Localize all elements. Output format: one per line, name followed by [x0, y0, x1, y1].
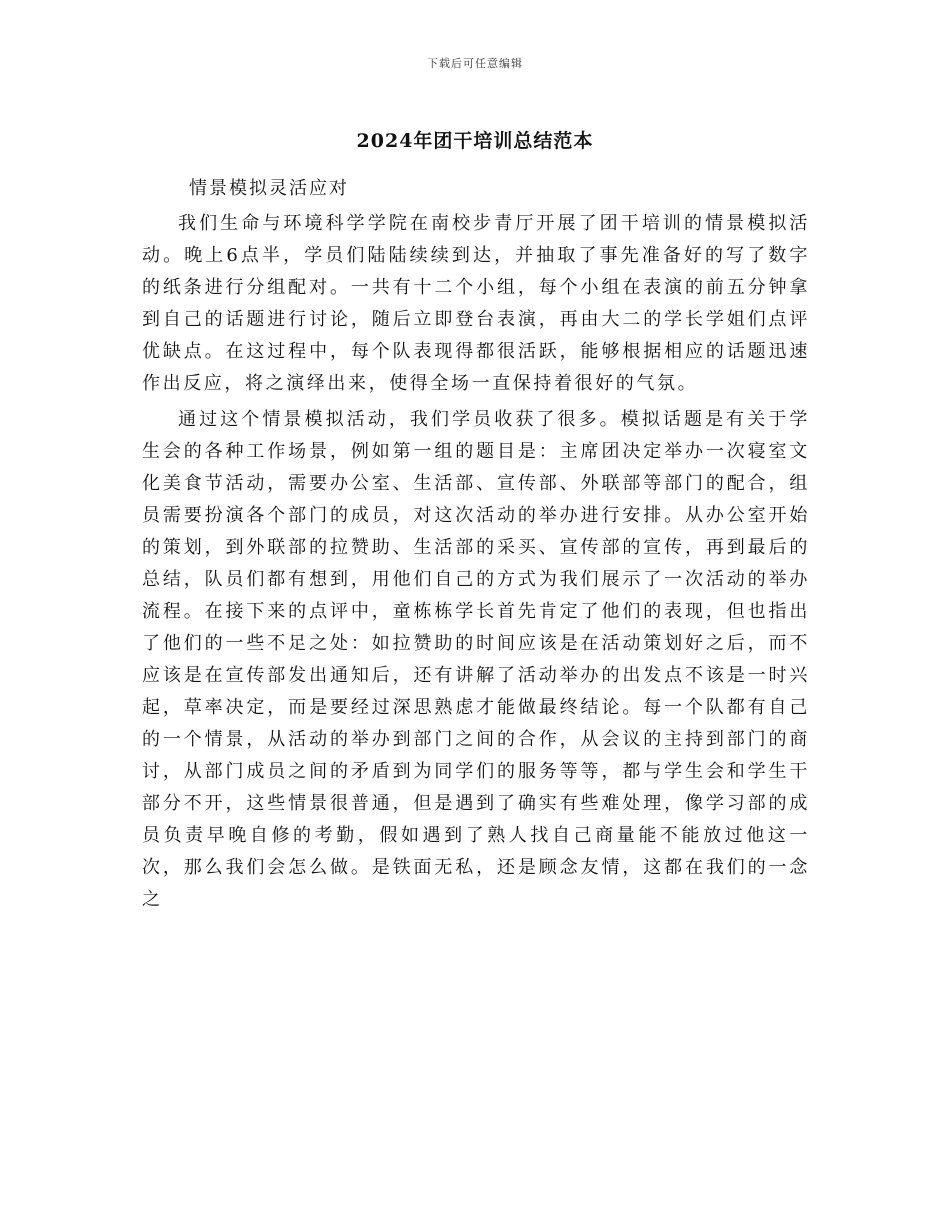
body-paragraph: 我们生命与环境科学学院在南校步青厅开展了团干培训的情景模拟活动。晚上6点半，学员们陆陆续续到达，并抽取了事先准备好的写了数字的纸条进行分组配对。一共有十二个小组，每个小组在表演的前五分钟拿到自己的话题进行讨论，随后立即登台表演，再由大二的学长学姐们点评优缺点。在这过程中，每个队表现得都很活跃，能够根据相应的话题迅速作出反应，将之演绎出来，使得全场一直保持着很好的气氛。 [142, 213, 810, 394]
header-note: 下载后可任意编辑 [427, 57, 523, 70]
document-title: 2024年团干培训总结范本 [356, 130, 594, 152]
body-paragraph: 通过这个情景模拟活动，我们学员收获了很多。模拟话题是有关于学生会的各种工作场景，例如第一组的题目是：主席团决定举办一次寝室文化美食节活动，需要办公室、生活部、宣传部、外联部等部门的配合，组员需要扮演各个部门的成员，对这次活动的举办进行安排。从办公室开始的策划，到外联部的拉赞助、生活部的采买、宣传部的宣传，再到最后的总结，队员们都有想到，用他们自己的方式为我们展示了一次活动的举办流程。在接下来的点评中，童栋栋学长首先肯定了他们的表现，但也指出了他们的一些不足之处：如拉赞助的时间应该是在活动策划好之后，而不应该是在宣传部发出通知后，还有讲解了活动举办的出发点不该是一时兴起，草率决定，而是要经过深思熟虑才能做最终结论。每一个队都有自己的一个情景，从活动的举办到部门之间的合作，从会议的主持到部门的商讨，从部门成员之间的矛盾到为同学们的服务等等，都与学生会和学生干部分不开，这些情景很普通，但是遇到了确实有些难处理，像学习部的成员负责早晚自修的考勤，假如遇到了熟人找自己商量能不能放过他这一次，那么我们会怎么做。是铁面无私，还是顾念友情，这都在我们的一念之 [142, 409, 810, 910]
document-body [142, 208, 810, 920]
section-heading: 情景模拟灵活应对 [189, 178, 349, 199]
